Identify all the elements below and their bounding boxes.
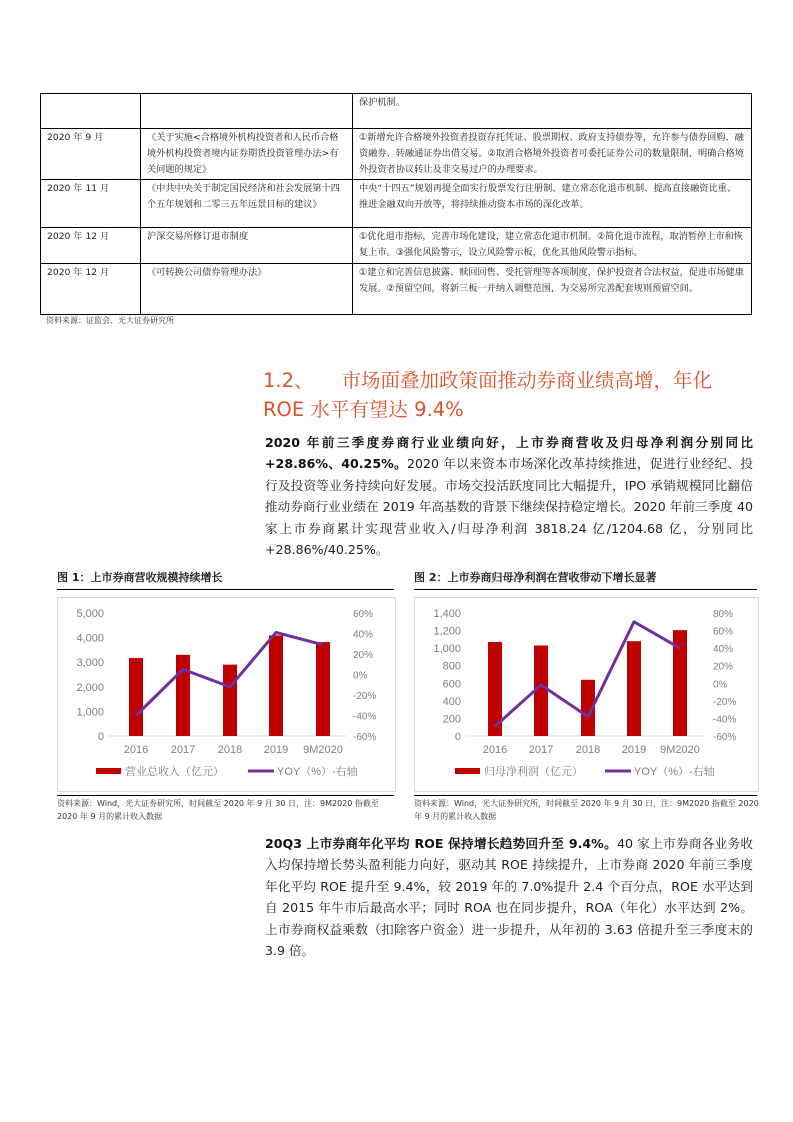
section-title: 市场面叠加政策面推动券商业绩高增，年化 ROE 水平有望达 9.4% — [263, 369, 713, 421]
x-tick-label: 9M2020 — [660, 744, 700, 756]
bar — [223, 665, 237, 736]
paragraph-2-lead: 20Q3 上市券商年化平均 ROE 保持增长趋势回升至 9.4%。 — [265, 836, 617, 851]
policy-name-cell: 《关于实施<合格境外机构投资者和人民币合格境外机构投资者境内证券期货投资管理办法>有关问题的规定》 — [141, 129, 353, 180]
y2-tick-label: -60% — [713, 732, 737, 743]
figure-1-title: 图 1：上市券商营收规模持续增长 — [57, 569, 394, 590]
policy-name-cell — [141, 94, 353, 129]
paragraph-1-lead: 2020 年前三季度券商行业业绩向好，上市券商营收及归母净利润分别同比+28.86%、40.25%。 — [265, 435, 753, 472]
figure-2-chart — [414, 597, 759, 792]
divider — [414, 795, 757, 796]
paragraph-1-body: 2020 年以来资本市场深化改革持续推进，促进行业经纪、投行及投资等业务持续向好发展。市场交投活跃度同比大幅提升，IPO 承销规模同比翻倍推动券商行业业绩在 2019 年高基数的背景下继续保持稳定增长。2020 年前三季度 40 家上市券商累计实现营业收入/归母净利润 3818.24 亿/1204.68 亿，分别同比+28.86%/40.25%。 — [265, 456, 753, 558]
y-tick-label: 200 — [442, 713, 461, 726]
content-cell: ①建立和完善信息披露、赎回回售、受托管理等各项制度，保护投资者合法权益，促进市场健康发展。②预留空间，将新三板一并纳入调整范围，为交易所完善配套规则预留空间。 — [353, 264, 752, 315]
policy-name-cell: 沪深交易所修订退市制度 — [141, 228, 353, 264]
y-tick-label: 0 — [454, 731, 461, 743]
y-tick-label: 1,400 — [433, 608, 461, 620]
chart-svg — [415, 598, 758, 791]
y-tick-label: 600 — [442, 678, 461, 691]
x-tick-label: 2016 — [482, 744, 508, 756]
paragraph-2-body: 40 家上市券商各业务收入均保持增长势头盈利能力向好，驱动其 ROE 持续提升，上市券商 2020 年前三季度年化平均 ROE 提升至 9.4%，较 2019 年的 7.0%提升 2.4 个百分点，ROE 水平达到自 2015 年牛市后最高水平；同时 ROA 也在同步提升，ROA（年化）水平达到 2%。上市券商权益乘数（扣除客户资金）进一步提升，从年初的 3.63 倍提升至三季度末的 3.9 倍。 — [265, 836, 754, 959]
legend-bar-swatch — [96, 768, 121, 774]
y2-tick-label: -20% — [713, 696, 737, 708]
table-row — [41, 228, 752, 264]
table-row — [41, 180, 752, 228]
divider — [57, 795, 394, 796]
legend-bar-label: 归母净利润（亿元） — [484, 766, 583, 778]
y-tick-label: 4,000 — [76, 632, 104, 645]
date-cell: 2020 年 11 月 — [41, 180, 141, 228]
date-cell: 2020 年 9 月 — [41, 129, 141, 180]
bar — [176, 655, 190, 736]
section-number: 1.2、 — [263, 369, 314, 392]
y2-tick-label: 20% — [353, 650, 374, 661]
y2-tick-label: 40% — [713, 644, 734, 656]
content-cell: 保护机制。 — [353, 94, 752, 129]
x-tick-label: 2017 — [528, 744, 554, 756]
figure-1-chart — [57, 597, 396, 792]
table-source: 资料来源：证监会、光大证券研究所 — [46, 316, 174, 325]
section-heading — [263, 366, 743, 424]
date-cell: 2020 年 12 月 — [41, 228, 141, 264]
legend-bar-swatch — [455, 768, 480, 774]
legend-bar-label: 营业总收入（亿元） — [125, 766, 224, 778]
y-tick-label: 2,000 — [76, 681, 104, 694]
x-tick-label: 2018 — [575, 744, 601, 756]
y2-tick-label: 20% — [713, 661, 734, 673]
y2-tick-label: -40% — [713, 714, 737, 726]
y-tick-label: 800 — [442, 660, 461, 673]
bar — [316, 642, 330, 736]
y2-tick-label: -40% — [353, 711, 377, 723]
legend-line-label: YOY（%）-右轴 — [277, 766, 358, 778]
figure-1-source: 资料来源：Wind，光大证券研究所，时间截至 2020 年 9 月 30 日，注：9M2020 指截至 2020 年 9 月的累计收入数据 — [57, 799, 379, 821]
y2-tick-label: 60% — [713, 626, 734, 638]
paragraph-2 — [265, 833, 753, 961]
legend-line-label: YOY（%）-右轴 — [634, 766, 715, 778]
y-tick-label: 5,000 — [76, 608, 104, 620]
content-cell: ①新增允许合格境外投资者投资存托凭证、股票期权、政府支持债券等，允许参与债券回购、融资融券、转融通证券出借交易。②取消合格境外投资者可委托证券公司的数量限制，明确合格境外投资者协议转让及非交易过户的办理要求。 — [353, 129, 752, 180]
table-row — [41, 264, 752, 315]
bar — [269, 635, 283, 736]
y-tick-label: 3,000 — [76, 657, 104, 670]
x-tick-label: 2017 — [170, 744, 196, 756]
content-cell: 中央“十四五”规划再提全面实行股票发行注册制、建立常态化退市机制、提高直接融资比重、推进金融双向开放等，将持续推动资本市场的深化改革。 — [353, 180, 752, 228]
x-tick-label: 2018 — [217, 744, 243, 756]
policy-name-cell: 《可转换公司债券管理办法》 — [141, 264, 353, 315]
bar — [129, 658, 143, 736]
paragraph-1 — [265, 432, 753, 560]
x-tick-label: 2019 — [621, 744, 647, 756]
y-tick-label: 1,000 — [433, 643, 461, 656]
policy-table — [40, 93, 752, 315]
y-tick-label: 1,200 — [433, 625, 461, 638]
table-row — [41, 129, 752, 180]
y-tick-label: 1,000 — [76, 706, 104, 719]
x-tick-label: 9M2020 — [303, 744, 343, 756]
figure-2-title: 图 2：上市券商归母净利润在营收带动下增长显著 — [414, 569, 757, 590]
y2-tick-label: 80% — [713, 609, 734, 620]
y-tick-label: 0 — [97, 731, 104, 743]
chart-svg — [58, 598, 395, 791]
table-row — [41, 94, 752, 129]
bar — [627, 641, 641, 736]
content-cell: ①优化退市指标，完善市场化建设，建立常态化退市机制。②简化退市流程，取消暂停上市和恢复上市。③强化风险警示，设立风险警示板，优化其他风险警示指标。 — [353, 228, 752, 264]
date-cell — [41, 94, 141, 129]
y2-tick-label: 0% — [353, 670, 368, 682]
y2-tick-label: -60% — [353, 732, 377, 743]
y2-tick-label: 60% — [353, 609, 374, 620]
y2-tick-label: 0% — [713, 679, 728, 691]
y-tick-label: 400 — [442, 695, 461, 708]
y2-tick-label: 40% — [353, 629, 374, 641]
figure-2-source: 资料来源：Wind，光大证券研究所，时间截至 2020 年 9 月 30 日，注：9M2020 指截至 2020 年 9 月的累计收入数据 — [414, 799, 759, 821]
x-tick-label: 2019 — [263, 744, 289, 756]
x-tick-label: 2016 — [123, 744, 149, 756]
date-cell: 2020 年 12 月 — [41, 264, 141, 315]
y2-tick-label: -20% — [353, 691, 377, 702]
policy-name-cell: 《中共中央关于制定国民经济和社会发展第十四个五年规划和二零三五年远景目标的建议》 — [141, 180, 353, 228]
